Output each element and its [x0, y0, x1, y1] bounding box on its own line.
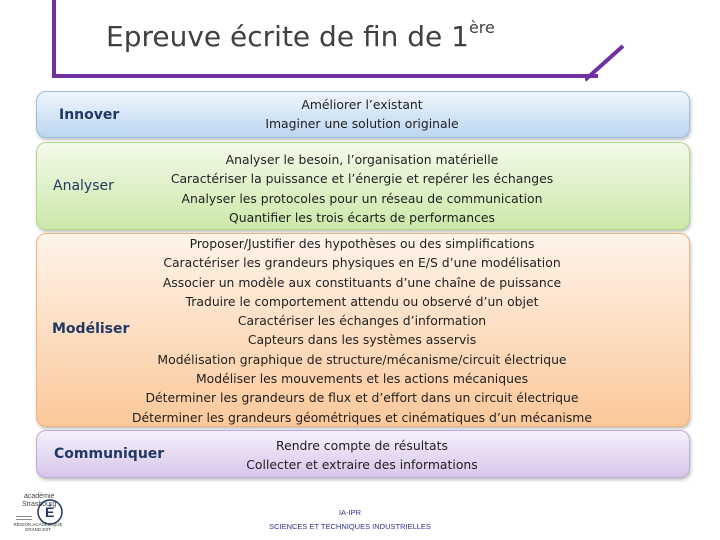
section-line: Modéliser les mouvements et les actions mécaniques: [195, 371, 529, 387]
section-line: Améliorer l’existant: [301, 97, 423, 112]
section-innover-text: [100, 96, 624, 133]
footer-line-1: IA-IPR: [338, 508, 362, 517]
section-communiquer-text: [100, 437, 624, 474]
section-line: Imaginer une solution originale: [265, 115, 459, 131]
section-line: Modélisation graphique de structure/mécanisme/circuit électrique: [157, 351, 567, 367]
logo-subtext: RÉGION ACADÉMIQUE GRAND EST: [13, 522, 63, 532]
section-line: Proposer/Justifier des hypothèses ou des simplifications: [189, 236, 535, 251]
section-modeliser-text: [100, 234, 624, 427]
page-title: Epreuve écrite de fin de 1ère: [106, 18, 495, 53]
section-label-analyser: Analyser: [53, 178, 114, 194]
section-line: Caractériser les grandeurs physiques en E/S d’une modélisation: [163, 255, 561, 271]
section-line: Traduire le comportement attendu ou observé d’un objet: [185, 293, 539, 309]
svg-text:É: É: [45, 504, 55, 520]
section-line: Associer un modèle aux constituants d’une chaîne de puissance: [162, 274, 562, 290]
section-line: Déterminer les grandeurs géométriques et cinématiques d’un mécanisme: [132, 409, 592, 425]
section-line: Analyser le besoin, l’organisation matérielle: [225, 152, 499, 167]
section-label-communiquer: Communiquer: [54, 446, 165, 462]
section-analyser-text: [100, 150, 624, 227]
section-line: Déterminer les grandeurs de flux et d’effort dans un circuit électrique: [145, 390, 579, 406]
section-label-innover: Innover: [59, 107, 120, 123]
section-line: Analyser les protocoles pour un réseau de communication: [181, 190, 543, 206]
svg-text:Strasbourg: Strasbourg: [22, 501, 57, 508]
section-line: Caractériser les échanges d’information: [237, 313, 487, 329]
section-line: Rendre compte de résultats: [276, 438, 448, 453]
section-line: Caractériser la puissance et l’énergie et repérer les échanges: [170, 171, 554, 187]
title-corner-line: [585, 44, 625, 84]
section-label-modeliser: Modéliser: [52, 321, 130, 337]
section-line: Quantifier les trois écarts de performances: [229, 209, 495, 225]
section-line: Collecter et extraire des informations: [246, 456, 478, 472]
svg-text:académie: académie: [24, 493, 55, 500]
footer-line-2: SCIENCES ET TECHNIQUES INDUSTRIELLES: [269, 522, 431, 531]
section-line: Capteurs dans les systèmes asservis: [247, 332, 477, 348]
